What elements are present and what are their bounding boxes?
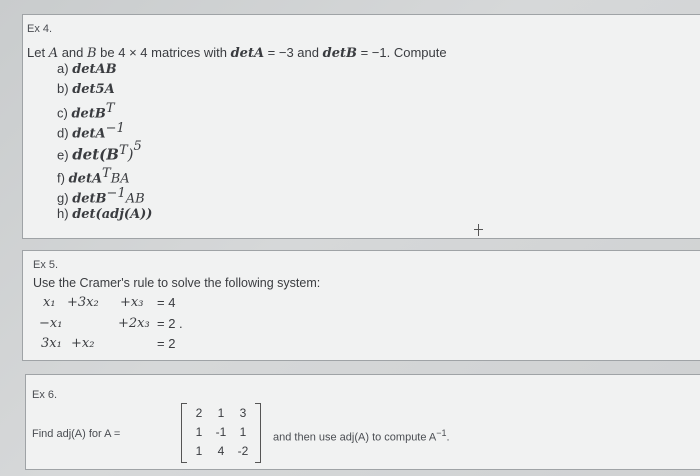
eq3-term2: +x₂ [71, 336, 95, 351]
matrix-A [181, 403, 261, 463]
ex6-prompt: Find adj(A) for A = [32, 428, 121, 440]
item-label: a) [57, 61, 69, 76]
item-label: h) [57, 206, 69, 221]
matrix-cell: 4 [217, 444, 225, 458]
item-label: b) [57, 81, 69, 96]
item-expr: det(adj(A)) [72, 207, 153, 222]
item-sup: T [105, 101, 115, 116]
item-tail-sup: 5 [133, 139, 142, 154]
eq1-term2: +3x₂ [67, 295, 99, 310]
ex4-intro-text: Let [27, 45, 49, 60]
item-sup: −1 [106, 186, 126, 201]
item-expr: detAB [72, 62, 117, 77]
ex4-intro-text: = −3 and [264, 45, 323, 60]
exercise-5-panel [22, 250, 700, 361]
item-label: d) [57, 125, 69, 141]
ex4-intro-detA: detA [230, 46, 265, 61]
item-expr: detA [68, 171, 103, 187]
ex4-item-d [57, 121, 125, 141]
eq2-term1: −x₁ [39, 316, 63, 331]
item-label: c) [57, 105, 68, 121]
ex4-intro-A: A [48, 46, 59, 61]
matrix-cell: 1 [195, 444, 203, 458]
matrix-cell: 1 [239, 425, 247, 439]
ex4-item-b [57, 81, 115, 97]
ex4-intro-text: be 4 × 4 matrices with [96, 45, 231, 60]
eq3-term1: 3x₁ [41, 336, 62, 351]
item-label: g) [57, 190, 69, 206]
ex4-intro-B: B [87, 46, 97, 61]
ex6-heading: Ex 6. [32, 389, 58, 401]
eq1-term3: +x₃ [120, 295, 144, 310]
item-expr: det(B [72, 145, 119, 164]
item-expr: det5A [72, 82, 115, 97]
item-sup: T [118, 143, 128, 158]
matrix-cell: 1 [217, 406, 225, 420]
matrix-cell: -1 [215, 425, 227, 439]
eq2-rhs: = 2 . [157, 316, 183, 331]
text-cursor-icon [472, 223, 486, 237]
ex6-followup [273, 428, 450, 444]
item-expr: detA [72, 126, 106, 142]
eq1-term1: x₁ [43, 295, 56, 310]
eq1-rhs: = 4 [157, 295, 176, 310]
eq3-rhs: = 2 [157, 336, 176, 351]
ex4-intro [27, 45, 447, 61]
exercise-6-panel [25, 374, 700, 470]
item-tail: ) [127, 145, 134, 164]
ex4-heading: Ex 4. [27, 23, 53, 35]
matrix-cell: 3 [239, 406, 247, 420]
item-tail: AB [125, 191, 145, 207]
item-expr: detB [72, 191, 107, 207]
ex4-intro-text: and [58, 45, 87, 60]
item-expr: detB [71, 106, 106, 122]
item-sup: −1 [105, 121, 125, 136]
ex6-followup-sup: −1 [436, 428, 447, 438]
ex4-item-e [57, 139, 142, 164]
ex4-item-g [57, 186, 145, 206]
ex4-item-h [57, 206, 152, 222]
matrix-cell: -2 [237, 444, 249, 458]
item-tail: BA [110, 171, 130, 187]
ex4-item-c [57, 101, 115, 121]
matrix-cell: 2 [195, 406, 203, 420]
matrix-left-bracket [181, 403, 187, 463]
ex6-followup-text: and then use adj(A) to compute A [273, 431, 437, 444]
ex4-intro-detB: detB [322, 46, 357, 61]
ex4-item-f [57, 166, 130, 186]
item-label: f) [57, 170, 65, 186]
matrix-cell: 1 [195, 425, 203, 439]
ex4-intro-text: = −1. Compute [356, 45, 447, 60]
ex5-heading: Ex 5. [33, 259, 59, 271]
item-sup: T [102, 166, 111, 181]
ex5-instruction: Use the Cramer's rule to solve the following system: [33, 276, 321, 290]
ex6-followup-end: . [446, 431, 450, 444]
eq2-term3: +2x₃ [118, 316, 150, 331]
exercise-4-panel [22, 14, 700, 239]
item-label: e) [57, 147, 69, 163]
matrix-right-bracket [255, 403, 261, 463]
ex4-item-a [57, 61, 117, 77]
